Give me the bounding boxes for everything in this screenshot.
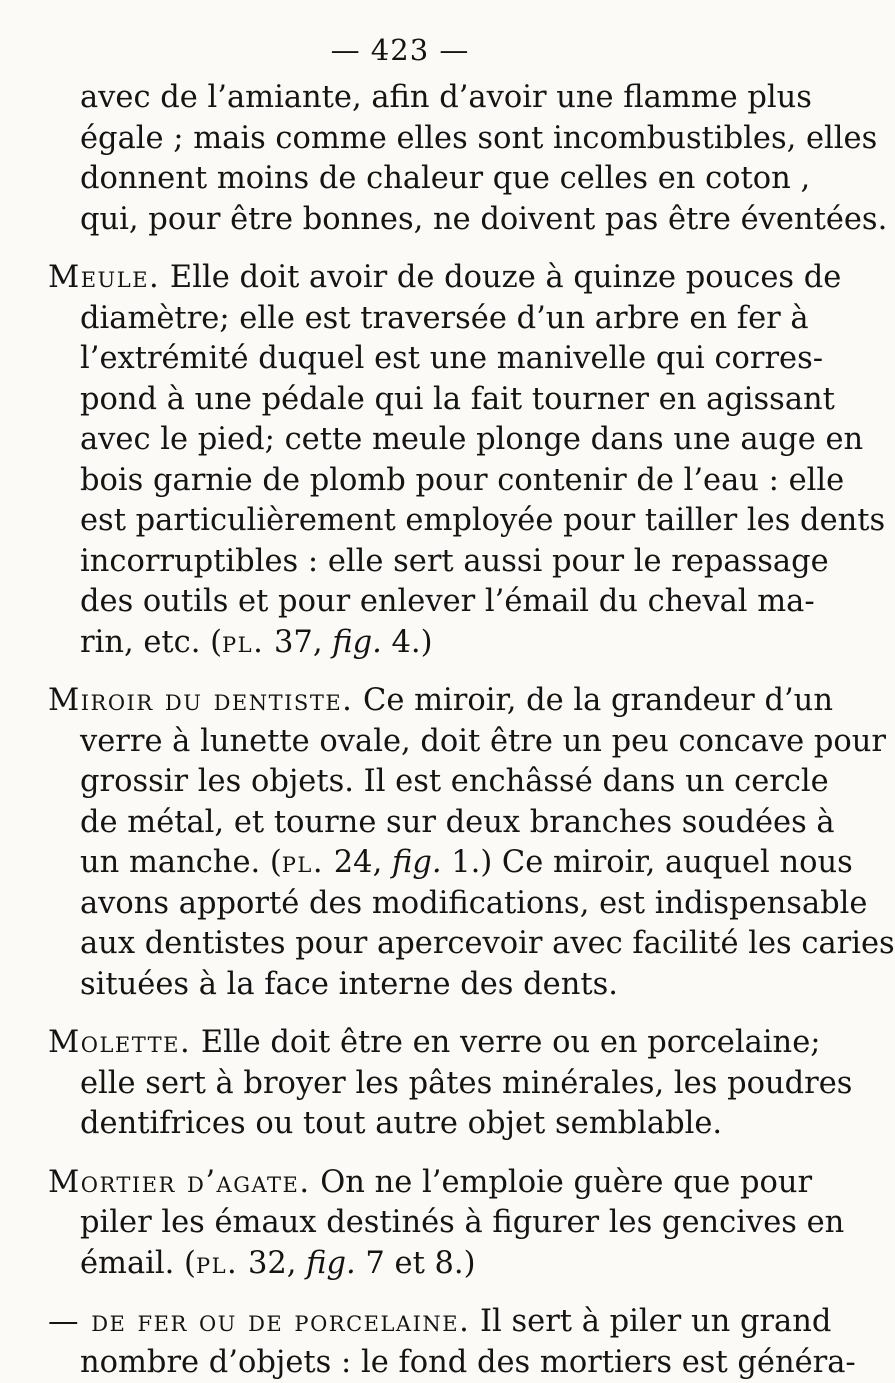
plate-abbrev: pl. — [222, 625, 264, 660]
text-line: pond à une pédale qui la fait tourner en agissant — [48, 380, 752, 421]
entry-text: Ce miroir, de la grandeur d’un — [353, 683, 833, 718]
figure-abbrev: fig. — [332, 625, 382, 660]
plate-number: 37, — [264, 625, 332, 660]
text-line: des outils et pour enlever l’émail du cheval ma- — [48, 582, 752, 623]
text-line: l’extrémité duquel est une manivelle qui corres- — [48, 339, 752, 380]
text-line: situées à la face interne des dents. — [48, 965, 752, 1006]
ref-text: un manche. ( — [80, 845, 282, 880]
text-line: avec de l’amiante, afin d’avoir une flamme plus — [48, 78, 752, 119]
entry-headword: Mortier d’agate. — [48, 1165, 311, 1200]
entry-miroir-du-dentiste — [48, 681, 752, 1005]
figure-number: 4.) — [382, 625, 433, 660]
plate-abbrev: pl. — [196, 1246, 238, 1281]
text-line: bois garnie de plomb pour contenir de l’eau : elle — [48, 461, 752, 502]
text-line: piler les émaux destinés à figurer les gencives en — [48, 1203, 752, 1244]
text-line: de métal, et tourne sur deux branches soudées à — [48, 803, 752, 844]
entry-headword: Miroir du dentiste. — [48, 683, 353, 718]
text-line: diamètre; elle est traversée d’un arbre en fer à — [48, 299, 752, 340]
entry-molette — [48, 1023, 752, 1145]
text-line: nombre d’objets : le fond des mortiers est généra- — [48, 1343, 752, 1383]
entry-first-line — [48, 1163, 752, 1204]
text-line: donnent moins de chaleur que celles en coton , — [48, 159, 752, 200]
ref-text: rin, etc. ( — [80, 625, 222, 660]
entry-text: On ne l’emploie guère que pour — [311, 1165, 813, 1200]
text-line: aux dentistes pour apercevoir avec facilité les caries — [48, 924, 752, 965]
text-line: dentifrices ou tout autre objet semblable. — [48, 1104, 752, 1145]
plate-reference-line — [48, 623, 752, 664]
text-line: qui, pour être bonnes, ne doivent pas être éventées. — [48, 200, 752, 241]
ref-text: émail. ( — [80, 1246, 196, 1281]
text-line: avec le pied; cette meule plonge dans une auge en — [48, 420, 752, 461]
plate-number: 24, — [324, 845, 392, 880]
entry-text: Elle doit être en verre ou en porcelaine; — [191, 1025, 820, 1060]
page-number: — 423 — — [48, 30, 752, 70]
figure-abbrev: fig. — [306, 1246, 356, 1281]
entry-first-line — [48, 1023, 752, 1064]
plate-abbrev: pl. — [282, 845, 324, 880]
text-line: grossir les objets. Il est enchâssé dans un cercle — [48, 762, 752, 803]
continuation-paragraph — [48, 78, 752, 240]
entry-text: Elle doit avoir de douze à quinze pouces de — [160, 260, 841, 295]
plate-number: 32, — [238, 1246, 306, 1281]
text-line: égale ; mais comme elles sont incombustibles, elles — [48, 119, 752, 160]
plate-reference-line — [48, 843, 752, 884]
text-line: incorruptibles : elle sert aussi pour le repassage — [48, 542, 752, 583]
text-line: avons apporté des modifications, est indispensable — [48, 884, 752, 925]
text-line: verre à lunette ovale, doit être un peu concave pour — [48, 722, 752, 763]
figure-abbrev: fig. — [392, 845, 442, 880]
figure-number: 7 et 8.) — [356, 1246, 476, 1281]
figure-number: 1.) Ce miroir, auquel nous — [442, 845, 853, 880]
entry-first-line — [48, 681, 752, 722]
plate-reference-line — [48, 1244, 752, 1285]
entry-headword: Meule. — [48, 260, 160, 295]
entry-headword: Molette. — [48, 1025, 191, 1060]
entry-headword: — de fer ou de porcelaine. — [48, 1304, 470, 1339]
entry-first-line — [48, 258, 752, 299]
entry-meule — [48, 258, 752, 663]
text-line: elle sert à broyer les pâtes minérales, les poudres — [48, 1064, 752, 1105]
entry-first-line — [48, 1302, 752, 1343]
text-line: est particulièrement employée pour tailler les dents — [48, 501, 752, 542]
entry-text: Il sert à piler un grand — [470, 1304, 831, 1339]
entry-mortier-de-fer — [48, 1302, 752, 1383]
entry-mortier-d-agate — [48, 1163, 752, 1285]
